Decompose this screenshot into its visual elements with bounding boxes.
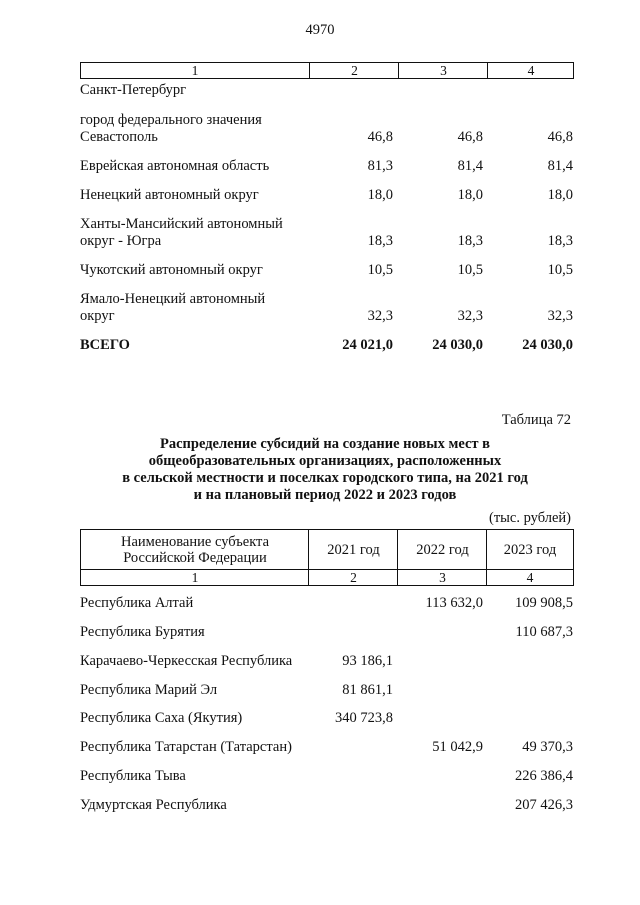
table1-cell-2022: 18,0 bbox=[457, 187, 483, 203]
table2-colnum-2: 2 bbox=[309, 569, 398, 586]
table2-cell-2023: 207 426,3 bbox=[515, 797, 573, 813]
table1-header-col-3: 3 bbox=[398, 63, 488, 78]
header-name-line: Российской Федерации bbox=[123, 549, 267, 566]
table2-cell-2023: 109 908,5 bbox=[515, 595, 573, 611]
table2-cell-2023: 49 370,3 bbox=[522, 739, 573, 755]
title-line: в сельской местности и поселках городского типа, на 2021 год bbox=[122, 470, 528, 486]
title-line: Распределение субсидий на создание новых мест в bbox=[160, 436, 490, 452]
table2-cell-2022: 113 632,0 bbox=[425, 595, 483, 611]
table2-cell-2021: 340 723,8 bbox=[335, 710, 393, 726]
table-caption: Таблица 72 bbox=[501, 412, 571, 428]
table1-cell-2023: 32,3 bbox=[547, 308, 573, 324]
table2-cell-2022: 51 042,9 bbox=[432, 739, 483, 755]
table2-header bbox=[80, 529, 574, 586]
table2-row-label: Удмуртская Республика bbox=[80, 797, 227, 813]
table1-row-label bbox=[80, 216, 283, 250]
label-line: Ямало-Ненецкий автономный bbox=[80, 291, 266, 307]
header-divider bbox=[397, 530, 398, 585]
label-line: округ - Югра bbox=[80, 233, 162, 249]
table1-cell-2023: 81,4 bbox=[547, 158, 573, 174]
table1-cell-2021: 32,3 bbox=[367, 308, 393, 324]
label-line: Еврейская автономная область bbox=[80, 158, 270, 174]
table1-cell-2022: 18,3 bbox=[457, 233, 483, 249]
table1-cell-2021: 46,8 bbox=[367, 129, 393, 145]
label-line: Ханты-Мансийский автономный bbox=[80, 216, 283, 232]
table1-cell-2023: 10,5 bbox=[547, 262, 573, 278]
table2-header-2023: 2023 год bbox=[503, 541, 557, 558]
label-line: Ненецкий автономный округ bbox=[80, 187, 259, 203]
table2-cell-2023: 226 386,4 bbox=[515, 768, 573, 784]
header-name-line: Наименование субъекта bbox=[120, 533, 270, 550]
table1-total-label: ВСЕГО bbox=[80, 337, 130, 353]
table1-cell-2022: 32,3 bbox=[457, 308, 483, 324]
table1-header-col-4: 4 bbox=[487, 63, 574, 78]
table1-cell-2022: 46,8 bbox=[457, 129, 483, 145]
table2-colnum-4: 4 bbox=[487, 569, 573, 586]
table2-row-label: Республика Бурятия bbox=[80, 624, 205, 640]
table1-header-col-1: 1 bbox=[191, 63, 199, 78]
table1-total-2022: 24 030,0 bbox=[432, 337, 483, 353]
table2-colnum-3: 3 bbox=[398, 569, 487, 586]
table2-row-label: Республика Татарстан (Татарстан) bbox=[80, 739, 292, 755]
table1-header bbox=[80, 62, 574, 79]
table1-header-col-2: 2 bbox=[309, 63, 399, 78]
table1-cell-2023: 18,0 bbox=[547, 187, 573, 203]
title-line: общеобразовательных организациях, расположенных bbox=[148, 453, 502, 469]
table1-row-label bbox=[80, 262, 263, 279]
table1-cell-2023: 18,3 bbox=[547, 233, 573, 249]
table1-cell-2021: 18,3 bbox=[367, 233, 393, 249]
table2-row-label: Республика Тыва bbox=[80, 768, 186, 784]
table2-row-label: Республика Саха (Якутия) bbox=[80, 710, 243, 726]
table-title bbox=[60, 436, 590, 504]
table2-cell-2023: 110 687,3 bbox=[515, 624, 573, 640]
title-line: и на плановый период 2022 и 2023 годов bbox=[193, 487, 457, 503]
table1-total-2023: 24 030,0 bbox=[522, 337, 573, 353]
table2-row-label: Республика Марий Эл bbox=[80, 682, 218, 698]
table1-row-label bbox=[80, 158, 269, 175]
label-line: город федерального значения bbox=[80, 112, 262, 128]
table1-row-label bbox=[80, 112, 262, 146]
table1-cell-2023: 46,8 bbox=[547, 129, 573, 145]
table2-row-label: Карачаево-Черкесская Республика bbox=[80, 653, 293, 669]
table2-cell-2021: 93 186,1 bbox=[342, 653, 393, 669]
table1-total-2021: 24 021,0 bbox=[342, 337, 393, 353]
table1-row-label bbox=[80, 187, 259, 204]
units-label: (тыс. рублей) bbox=[489, 510, 571, 526]
header-divider bbox=[486, 530, 487, 585]
label-line: округ bbox=[80, 308, 115, 324]
page-number: 4970 bbox=[305, 22, 335, 38]
table2-header-name bbox=[81, 530, 309, 569]
table2-header-2021: 2021 год bbox=[327, 541, 380, 558]
header-divider bbox=[308, 530, 309, 585]
table2-colnum-1: 1 bbox=[81, 569, 309, 586]
table2-cell-2021: 81 861,1 bbox=[342, 682, 393, 698]
label-line: Чукотский автономный округ bbox=[80, 262, 263, 278]
table1-cell-2022: 81,4 bbox=[457, 158, 483, 174]
table2-header-2022: 2022 год bbox=[416, 541, 469, 558]
table1-cell-2022: 10,5 bbox=[457, 262, 483, 278]
table1-row-label bbox=[80, 291, 265, 325]
table1-cell-2021: 18,0 bbox=[367, 187, 393, 203]
table1-row-label bbox=[80, 82, 186, 99]
table1-cell-2021: 10,5 bbox=[367, 262, 393, 278]
label-line: Санкт-Петербург bbox=[80, 82, 187, 98]
label-line: Севастополь bbox=[80, 129, 158, 145]
table2-row-label: Республика Алтай bbox=[80, 595, 194, 611]
table1-cell-2021: 81,3 bbox=[367, 158, 393, 174]
